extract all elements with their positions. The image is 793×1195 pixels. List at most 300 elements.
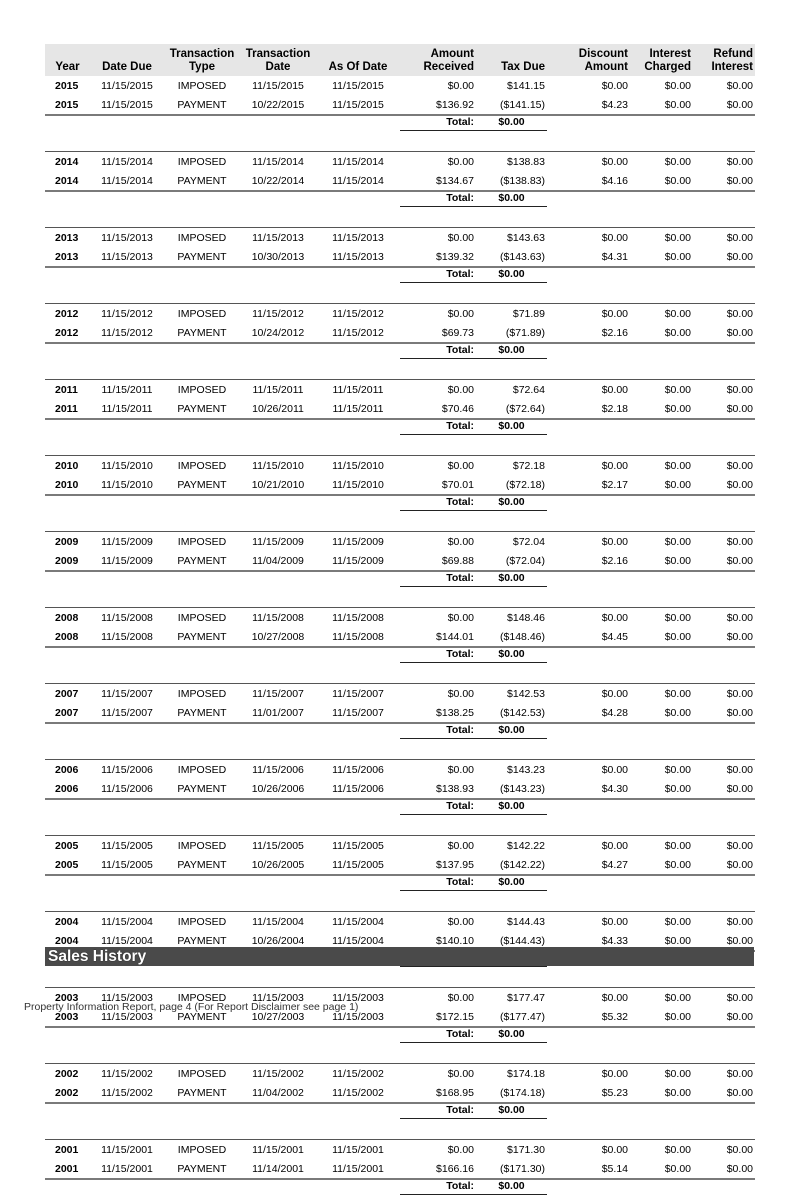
group-divider-cell [45, 815, 755, 836]
cell-date-due: 11/15/2008 [101, 611, 153, 624]
total-row [45, 875, 755, 891]
cell-date-due: 11/15/2009 [101, 535, 153, 548]
cell-year: 2013 [55, 231, 79, 244]
total-row-blank [45, 343, 90, 359]
cell-transaction-type: PAYMENT [164, 1007, 240, 1027]
cell-transaction-type: PAYMENT [164, 95, 240, 115]
cell-as-of-date: 11/15/2012 [316, 323, 400, 343]
total-row-blank [547, 343, 630, 359]
cell-amount-received: $140.10 [400, 931, 476, 951]
total-row-blank [240, 647, 316, 663]
total-row-blank [90, 799, 164, 815]
table-row [45, 76, 755, 95]
cell-year: 2008 [45, 627, 90, 647]
cell-interest-charged: $0.00 [664, 155, 691, 168]
cell-year: 2003 [45, 1007, 90, 1027]
table-row [45, 684, 755, 704]
cell-as-of-date: 11/15/2005 [316, 855, 400, 875]
cell-tax-due: ($72.64) [476, 399, 547, 419]
total-row-blank [164, 1179, 240, 1195]
total-row-blank [240, 419, 316, 435]
cell-as-of-date: 11/15/2015 [332, 79, 384, 92]
cell-transaction-type: IMPOSED [177, 687, 227, 700]
table-row [45, 608, 755, 628]
group-divider [45, 891, 755, 912]
cell-discount-amount: $4.16 [547, 171, 630, 191]
total-row-blank [240, 267, 316, 283]
header-as-of-date: As Of Date [316, 44, 400, 76]
cell-year: 2006 [55, 763, 79, 776]
cell-tax-due: ($144.43) [476, 931, 547, 951]
total-value: $0.00 [476, 419, 547, 435]
cell-amount-received: $166.16 [400, 1159, 476, 1179]
cell-amount-received: $70.01 [400, 475, 476, 495]
total-row-blank [630, 343, 693, 359]
cell-interest-charged: $0.00 [630, 323, 693, 343]
cell-date-due: 11/15/2004 [101, 915, 153, 928]
cell-refund-interest: $0.00 [693, 247, 755, 267]
cell-tax-due: ($143.63) [476, 247, 547, 267]
cell-amount-received: $172.15 [400, 1007, 476, 1027]
total-row-blank [316, 571, 400, 587]
transaction-body [45, 76, 755, 1195]
group-divider-cell [45, 587, 755, 608]
group-divider [45, 587, 755, 608]
group-divider-cell [45, 1043, 755, 1064]
total-row-blank [693, 419, 755, 435]
cell-transaction-date: 10/27/2008 [240, 627, 316, 647]
cell-amount-received: $0.00 [447, 231, 474, 244]
total-row-blank [240, 1103, 316, 1119]
total-row-blank [240, 1027, 316, 1043]
cell-refund-interest: $0.00 [726, 231, 753, 244]
cell-as-of-date: 11/15/2006 [316, 779, 400, 799]
table-row [45, 304, 755, 324]
total-row-blank [164, 723, 240, 739]
cell-year: 2002 [55, 1067, 79, 1080]
total-row-blank [547, 1027, 630, 1043]
cell-interest-charged: $0.00 [664, 535, 691, 548]
cell-discount-amount: $0.00 [601, 307, 628, 320]
total-row [45, 723, 755, 739]
cell-transaction-type: IMPOSED [177, 839, 227, 852]
cell-as-of-date: 11/15/2009 [316, 551, 400, 571]
total-row-blank [630, 647, 693, 663]
cell-transaction-type: IMPOSED [177, 611, 227, 624]
total-row-blank [693, 875, 755, 891]
table-row [45, 475, 755, 495]
cell-date-due: 11/15/2007 [90, 703, 164, 723]
cell-refund-interest: $0.00 [693, 323, 755, 343]
cell-as-of-date: 11/15/2010 [316, 475, 400, 495]
cell-transaction-type: IMPOSED [177, 1143, 227, 1156]
cell-transaction-date: 10/26/2011 [240, 399, 316, 419]
total-row-blank [630, 115, 693, 131]
header-interest-charged: Interest Charged [630, 44, 693, 76]
cell-tax-due: ($142.22) [476, 855, 547, 875]
total-label: Total: [400, 1103, 476, 1119]
cell-transaction-date: 10/26/2005 [240, 855, 316, 875]
group-divider-cell [45, 891, 755, 912]
cell-date-due: 11/15/2012 [101, 307, 153, 320]
total-row-blank [45, 1179, 90, 1195]
cell-tax-due: $143.63 [507, 231, 545, 244]
cell-transaction-date: 11/15/2012 [252, 307, 304, 320]
cell-as-of-date: 11/15/2011 [316, 399, 400, 419]
total-row [45, 647, 755, 663]
total-row-blank [164, 799, 240, 815]
cell-discount-amount: $0.00 [601, 1067, 628, 1080]
cell-interest-charged: $0.00 [664, 611, 691, 624]
cell-date-due: 11/15/2011 [90, 399, 164, 419]
cell-as-of-date: 11/15/2009 [332, 535, 384, 548]
cell-date-due: 11/15/2002 [90, 1083, 164, 1103]
cell-tax-due: ($72.04) [476, 551, 547, 571]
cell-refund-interest: $0.00 [726, 383, 753, 396]
group-divider [45, 1043, 755, 1064]
cell-date-due: 11/15/2010 [101, 459, 153, 472]
cell-transaction-type: PAYMENT [164, 475, 240, 495]
tax-transaction-table [45, 44, 755, 1195]
total-row-blank [316, 875, 400, 891]
cell-interest-charged: $0.00 [664, 307, 691, 320]
cell-interest-charged: $0.00 [664, 915, 691, 928]
cell-discount-amount: $0.00 [601, 155, 628, 168]
cell-amount-received: $136.92 [400, 95, 476, 115]
cell-discount-amount: $0.00 [601, 383, 628, 396]
total-row-blank [693, 1179, 755, 1195]
cell-interest-charged: $0.00 [630, 399, 693, 419]
cell-discount-amount: $4.23 [547, 95, 630, 115]
group-divider [45, 435, 755, 456]
total-row [45, 799, 755, 815]
total-row [45, 495, 755, 511]
cell-transaction-date: 11/15/2008 [252, 611, 304, 624]
total-row-blank [45, 419, 90, 435]
cell-refund-interest: $0.00 [693, 95, 755, 115]
cell-discount-amount: $0.00 [601, 231, 628, 244]
cell-tax-due: $177.47 [507, 991, 545, 1004]
total-row-blank [693, 267, 755, 283]
total-row-blank [630, 1179, 693, 1195]
cell-discount-amount: $0.00 [601, 611, 628, 624]
group-divider-cell [45, 663, 755, 684]
total-row-blank [547, 1103, 630, 1119]
total-row-blank [45, 495, 90, 511]
total-row-blank [316, 1103, 400, 1119]
total-row-blank [90, 115, 164, 131]
cell-refund-interest: $0.00 [726, 839, 753, 852]
cell-transaction-date: 11/15/2009 [252, 535, 304, 548]
group-divider [45, 663, 755, 684]
cell-interest-charged: $0.00 [630, 1083, 693, 1103]
group-divider [45, 511, 755, 532]
group-divider-cell [45, 435, 755, 456]
cell-as-of-date: 11/15/2013 [332, 231, 384, 244]
cell-interest-charged: $0.00 [664, 459, 691, 472]
cell-refund-interest: $0.00 [693, 551, 755, 571]
total-row-blank [240, 799, 316, 815]
total-row [45, 343, 755, 359]
total-row-blank [164, 1027, 240, 1043]
group-divider-cell [45, 1119, 755, 1140]
total-row-blank [240, 1179, 316, 1195]
table-row [45, 779, 755, 799]
cell-interest-charged: $0.00 [664, 1067, 691, 1080]
cell-refund-interest: $0.00 [726, 155, 753, 168]
group-divider [45, 1119, 755, 1140]
cell-tax-due: ($174.18) [476, 1083, 547, 1103]
cell-date-due: 11/15/2008 [90, 627, 164, 647]
cell-transaction-type: PAYMENT [164, 1083, 240, 1103]
cell-discount-amount: $0.00 [601, 915, 628, 928]
total-row-blank [316, 647, 400, 663]
total-row-blank [240, 723, 316, 739]
total-row-blank [316, 1179, 400, 1195]
cell-interest-charged: $0.00 [664, 991, 691, 1004]
cell-amount-received: $168.95 [400, 1083, 476, 1103]
cell-transaction-type: PAYMENT [164, 1159, 240, 1179]
total-row-blank [164, 495, 240, 511]
total-row-blank [316, 799, 400, 815]
cell-refund-interest: $0.00 [693, 1159, 755, 1179]
group-divider [45, 283, 755, 304]
total-row-blank [316, 191, 400, 207]
cell-as-of-date: 11/15/2014 [316, 171, 400, 191]
cell-year: 2006 [45, 779, 90, 799]
cell-transaction-date: 11/14/2001 [240, 1159, 316, 1179]
cell-transaction-type: PAYMENT [164, 399, 240, 419]
cell-tax-due: ($138.83) [476, 171, 547, 191]
cell-interest-charged: $0.00 [630, 95, 693, 115]
cell-transaction-type: PAYMENT [164, 627, 240, 647]
cell-amount-received: $0.00 [447, 991, 474, 1004]
table-row [45, 1140, 755, 1160]
cell-date-due: 11/15/2012 [90, 323, 164, 343]
cell-as-of-date: 11/15/2001 [316, 1159, 400, 1179]
cell-discount-amount: $5.32 [547, 1007, 630, 1027]
total-row-blank [316, 267, 400, 283]
cell-transaction-type: IMPOSED [177, 79, 227, 92]
total-row-blank [316, 115, 400, 131]
cell-transaction-type: IMPOSED [177, 535, 227, 548]
table-row [45, 171, 755, 191]
cell-amount-received: $138.93 [400, 779, 476, 799]
cell-transaction-date: 10/30/2013 [240, 247, 316, 267]
header-transaction-type: Transaction Type [164, 44, 240, 76]
total-label: Total: [400, 647, 476, 663]
cell-date-due: 11/15/2015 [101, 79, 153, 92]
group-divider-cell [45, 207, 755, 228]
cell-year: 2015 [45, 95, 90, 115]
cell-transaction-type: PAYMENT [164, 855, 240, 875]
cell-amount-received: $0.00 [447, 155, 474, 168]
cell-tax-due: ($177.47) [476, 1007, 547, 1027]
total-value: $0.00 [476, 1179, 547, 1195]
total-row-blank [90, 647, 164, 663]
cell-date-due: 11/15/2006 [90, 779, 164, 799]
cell-as-of-date: 11/15/2007 [332, 687, 384, 700]
cell-interest-charged: $0.00 [630, 627, 693, 647]
total-row-blank [316, 343, 400, 359]
cell-transaction-date: 11/15/2010 [252, 459, 304, 472]
group-divider [45, 739, 755, 760]
total-row-blank [630, 191, 693, 207]
total-row-blank [316, 495, 400, 511]
cell-interest-charged: $0.00 [664, 1143, 691, 1156]
cell-discount-amount: $4.27 [547, 855, 630, 875]
cell-refund-interest: $0.00 [693, 779, 755, 799]
cell-transaction-type: IMPOSED [177, 383, 227, 396]
cell-interest-charged: $0.00 [630, 931, 693, 951]
cell-date-due: 11/15/2003 [101, 991, 153, 1004]
group-divider-cell [45, 283, 755, 304]
cell-tax-due: ($71.89) [476, 323, 547, 343]
cell-transaction-type: IMPOSED [177, 991, 227, 1004]
total-label: Total: [400, 723, 476, 739]
group-divider-cell [45, 131, 755, 152]
cell-transaction-date: 11/04/2009 [240, 551, 316, 571]
total-label: Total: [400, 799, 476, 815]
cell-amount-received: $0.00 [447, 687, 474, 700]
total-row-blank [547, 647, 630, 663]
total-row-blank [240, 115, 316, 131]
total-row-blank [630, 419, 693, 435]
cell-transaction-type: IMPOSED [177, 763, 227, 776]
total-row-blank [630, 571, 693, 587]
cell-discount-amount: $2.16 [547, 551, 630, 571]
cell-interest-charged: $0.00 [664, 79, 691, 92]
sales-history-header: Sales History [45, 947, 754, 966]
cell-tax-due: $71.89 [512, 307, 545, 320]
cell-amount-received: $0.00 [447, 383, 474, 396]
cell-year: 2011 [45, 399, 90, 419]
cell-discount-amount: $0.00 [601, 1143, 628, 1156]
total-value: $0.00 [476, 191, 547, 207]
total-row-blank [547, 115, 630, 131]
cell-refund-interest: $0.00 [693, 627, 755, 647]
total-row-blank [547, 267, 630, 283]
cell-tax-due: $142.53 [507, 687, 545, 700]
cell-transaction-date: 11/15/2006 [252, 763, 304, 776]
total-row-blank [240, 495, 316, 511]
group-divider [45, 359, 755, 380]
cell-year: 2001 [45, 1159, 90, 1179]
cell-year: 2004 [55, 915, 79, 928]
group-divider [45, 207, 755, 228]
cell-transaction-date: 10/27/2003 [240, 1007, 316, 1027]
cell-amount-received: $134.67 [400, 171, 476, 191]
total-row-blank [45, 571, 90, 587]
total-row-blank [316, 1027, 400, 1043]
cell-discount-amount: $2.16 [547, 323, 630, 343]
cell-tax-due: ($141.15) [476, 95, 547, 115]
table-row [45, 836, 755, 856]
total-row [45, 571, 755, 587]
cell-refund-interest: $0.00 [726, 611, 753, 624]
header-tax-due: Tax Due [476, 44, 547, 76]
total-row-blank [693, 1103, 755, 1119]
cell-tax-due: $143.23 [507, 763, 545, 776]
total-row-blank [240, 875, 316, 891]
cell-interest-charged: $0.00 [630, 703, 693, 723]
cell-date-due: 11/15/2003 [90, 1007, 164, 1027]
total-value: $0.00 [476, 267, 547, 283]
cell-amount-received: $0.00 [447, 79, 474, 92]
table-row [45, 95, 755, 115]
total-row-blank [90, 191, 164, 207]
total-row-blank [90, 1103, 164, 1119]
cell-date-due: 11/15/2005 [101, 839, 153, 852]
cell-interest-charged: $0.00 [630, 779, 693, 799]
total-label: Total: [400, 571, 476, 587]
cell-tax-due: ($143.23) [476, 779, 547, 799]
cell-transaction-type: IMPOSED [177, 231, 227, 244]
cell-refund-interest: $0.00 [726, 307, 753, 320]
cell-year: 2003 [55, 991, 79, 1004]
total-row-blank [316, 723, 400, 739]
table-row [45, 1159, 755, 1179]
cell-date-due: 11/15/2014 [101, 155, 153, 168]
group-divider [45, 815, 755, 836]
cell-transaction-type: PAYMENT [164, 779, 240, 799]
group-divider-cell [45, 739, 755, 760]
total-row-blank [90, 723, 164, 739]
header-amount-received: Amount Received [400, 44, 476, 76]
cell-transaction-date: 11/15/2011 [252, 383, 304, 396]
cell-year: 2010 [55, 459, 79, 472]
cell-discount-amount: $2.18 [547, 399, 630, 419]
total-row-blank [164, 419, 240, 435]
total-row-blank [693, 723, 755, 739]
cell-transaction-type: IMPOSED [177, 307, 227, 320]
cell-transaction-date: 11/04/2002 [240, 1083, 316, 1103]
total-value: $0.00 [476, 875, 547, 891]
table-header-row [45, 44, 755, 76]
cell-transaction-type: IMPOSED [177, 155, 227, 168]
total-value: $0.00 [476, 1103, 547, 1119]
cell-year: 2002 [45, 1083, 90, 1103]
cell-discount-amount: $2.17 [547, 475, 630, 495]
cell-as-of-date: 11/15/2004 [332, 915, 384, 928]
cell-interest-charged: $0.00 [630, 551, 693, 571]
total-label: Total: [400, 875, 476, 891]
cell-tax-due: ($142.53) [476, 703, 547, 723]
total-row-blank [45, 1103, 90, 1119]
total-row-blank [90, 267, 164, 283]
total-row-blank [316, 419, 400, 435]
cell-tax-due: $72.64 [512, 383, 545, 396]
total-row-blank [90, 875, 164, 891]
total-row-blank [90, 495, 164, 511]
cell-transaction-type: PAYMENT [164, 703, 240, 723]
table-row [45, 912, 755, 932]
cell-transaction-date: 10/22/2015 [240, 95, 316, 115]
group-divider [45, 131, 755, 152]
total-row-blank [45, 191, 90, 207]
total-row-blank [547, 875, 630, 891]
cell-amount-received: $0.00 [447, 915, 474, 928]
table-row [45, 323, 755, 343]
cell-interest-charged: $0.00 [630, 475, 693, 495]
total-row-blank [547, 799, 630, 815]
cell-as-of-date: 11/15/2013 [316, 247, 400, 267]
total-row-blank [630, 875, 693, 891]
cell-refund-interest: $0.00 [693, 1083, 755, 1103]
group-divider-cell [45, 967, 755, 988]
total-row-blank [630, 1103, 693, 1119]
cell-date-due: 11/15/2013 [101, 231, 153, 244]
